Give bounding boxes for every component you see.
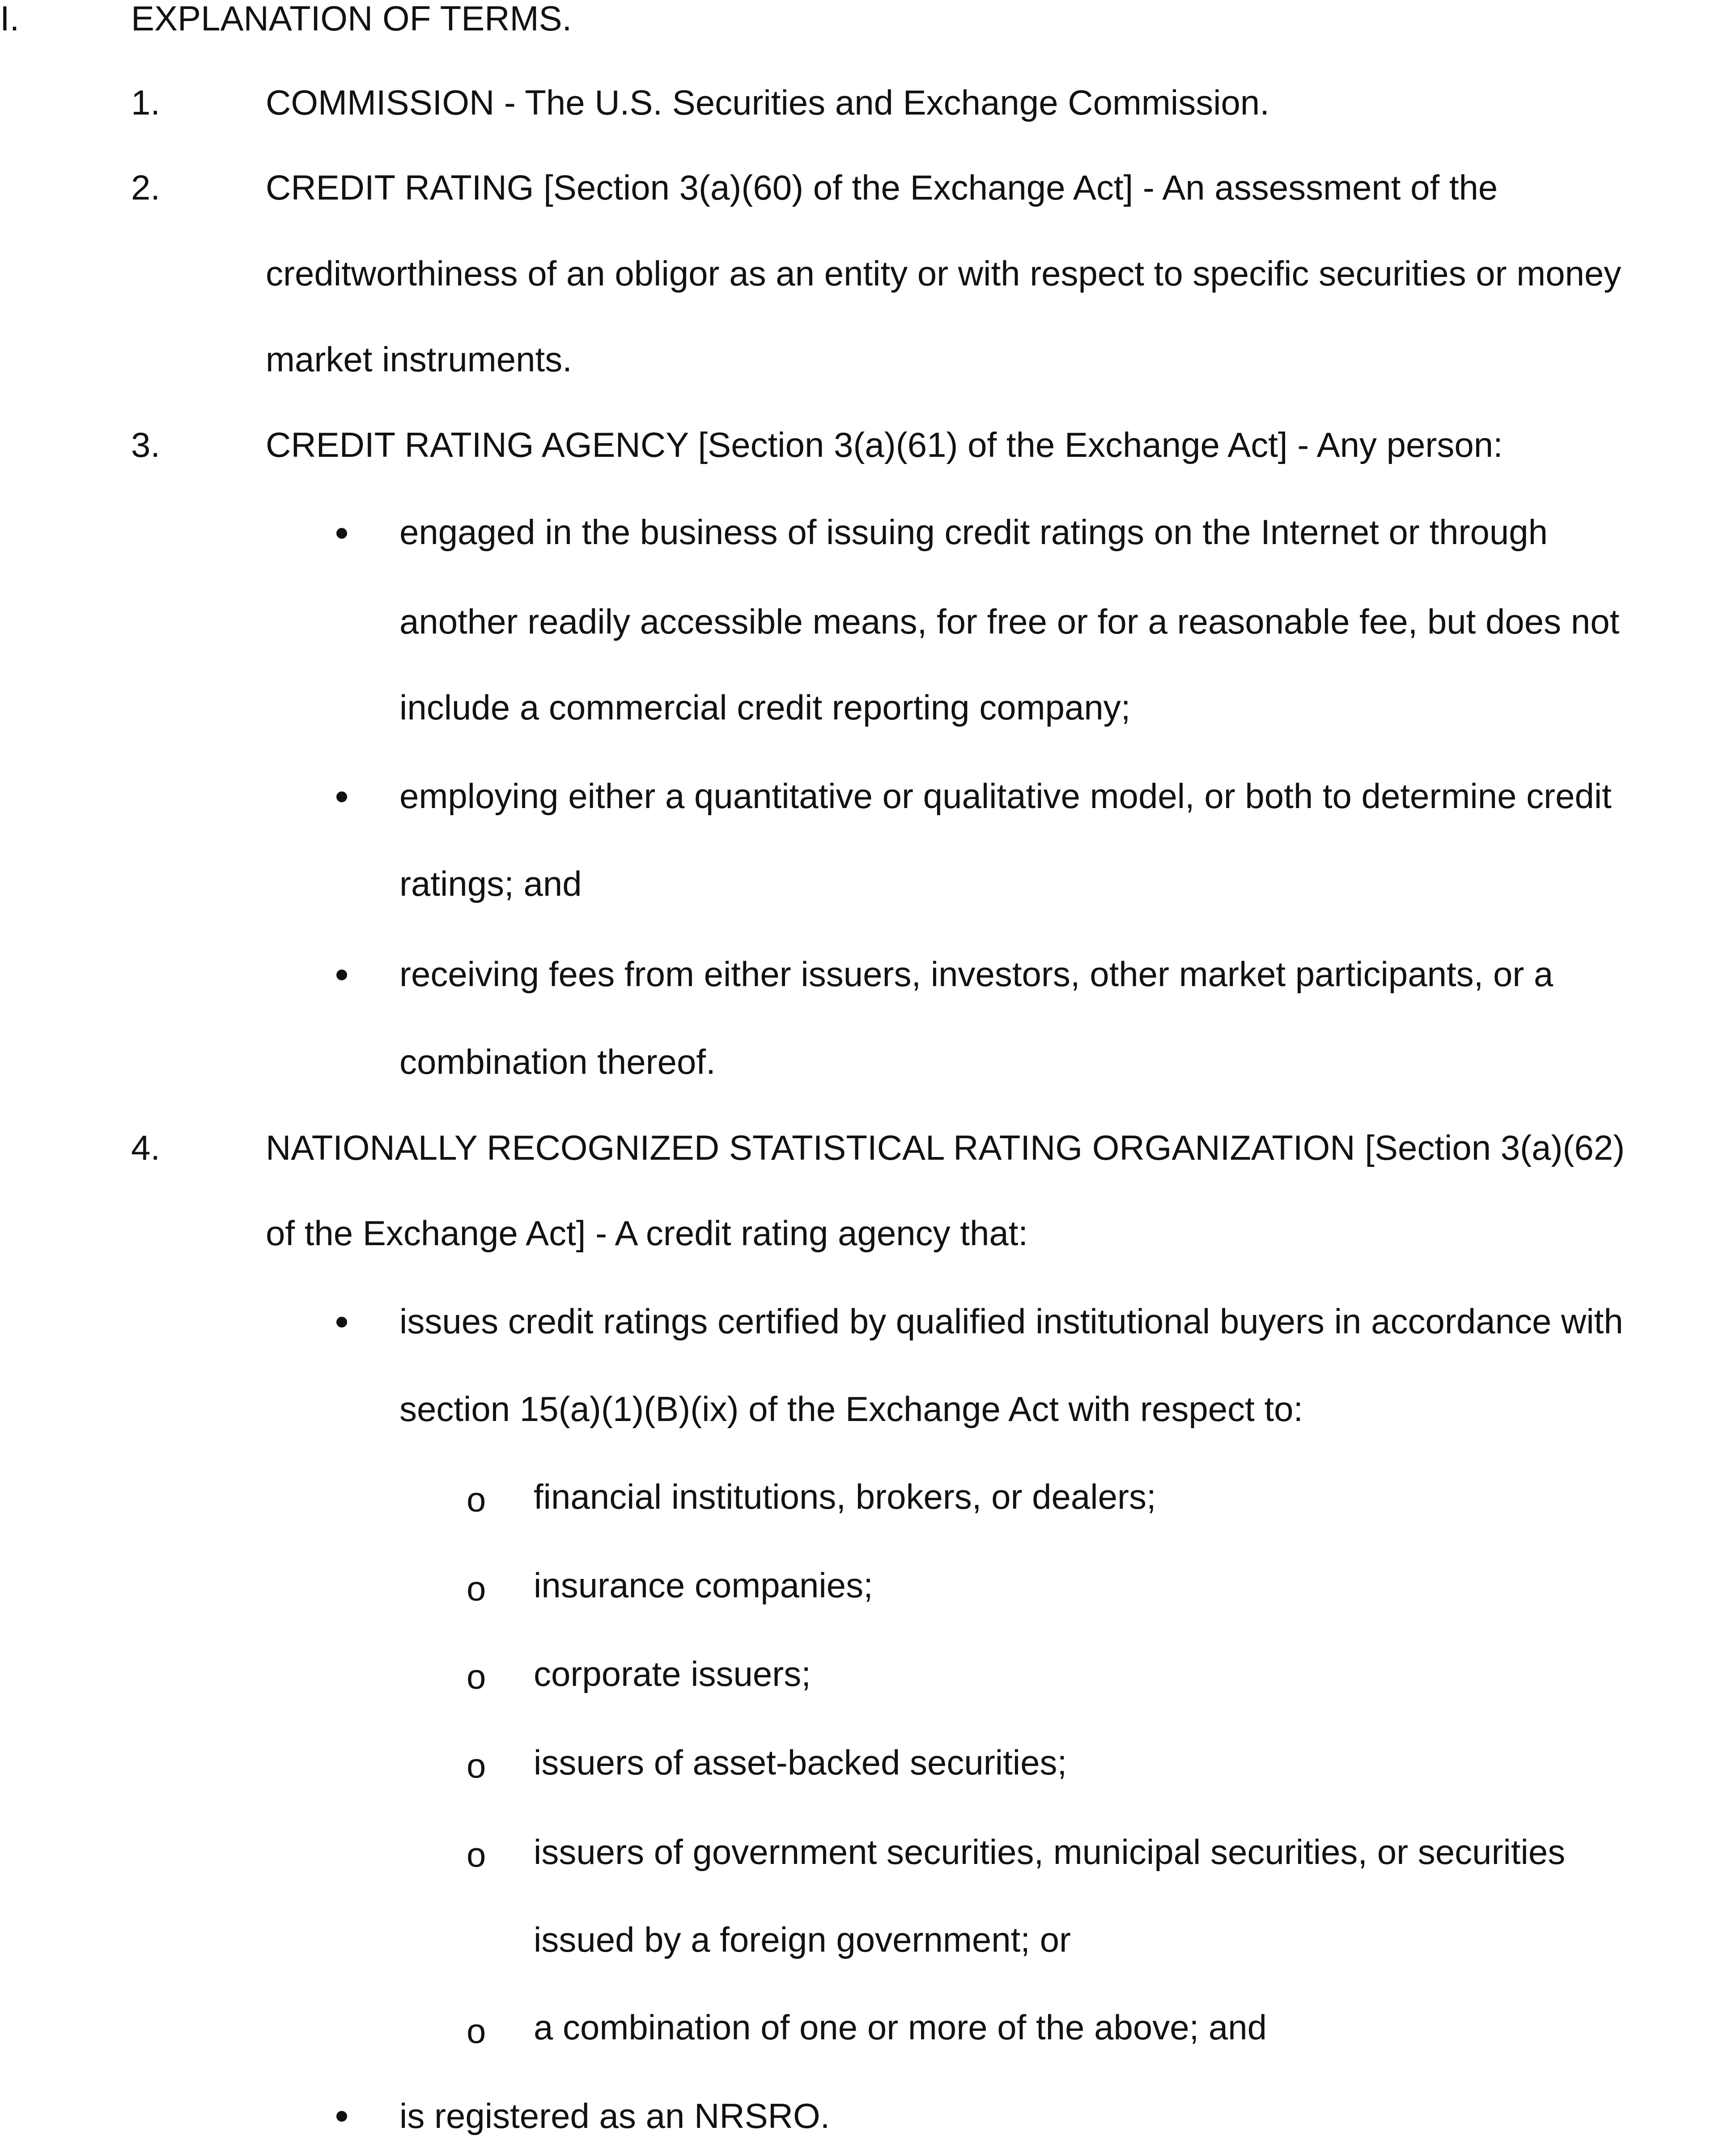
item-number: 2.	[131, 168, 161, 207]
item-number: 1.	[131, 83, 161, 122]
circle-bullet-icon: o	[467, 1569, 486, 1608]
section-title: EXPLANATION OF TERMS.	[131, 0, 572, 38]
circle-bullet-icon: o	[467, 2011, 486, 2051]
item-text-line: market instruments.	[266, 340, 572, 379]
subitem-text-line: issuers of government securities, municipal securities, or securities	[534, 1832, 1566, 1872]
subitem-text-line: insurance companies;	[534, 1566, 873, 1605]
item-text-line: CREDIT RATING [Section 3(a)(60) of the Exchange Act] - An assessment of the	[266, 168, 1498, 207]
bullet-text-line: receiving fees from either issuers, investors, other market participants, or a	[399, 954, 1553, 994]
circle-bullet-icon: o	[467, 1746, 486, 1785]
item-text-line: COMMISSION - The U.S. Securities and Exchange Commission.	[266, 83, 1269, 122]
item-text-line: creditworthiness of an obligor as an entity or with respect to specific securities or money	[266, 254, 1621, 293]
bullet-icon	[336, 970, 347, 980]
item-text-line: of the Exchange Act] - A credit rating agency that:	[266, 1213, 1028, 1253]
item-number: 4.	[131, 1128, 161, 1167]
bullet-text-line: ratings; and	[399, 864, 582, 903]
bullet-text-line: another readily accessible means, for free or for a reasonable fee, but does not	[399, 602, 1620, 641]
item-text-line: NATIONALLY RECOGNIZED STATISTICAL RATING ORGANIZATION [Section 3(a)(62)	[266, 1128, 1625, 1167]
bullet-text-line: issues credit ratings certified by qualified institutional buyers in accordance with	[399, 1302, 1623, 1341]
bullet-icon	[336, 791, 347, 802]
bullet-text-line: combination thereof.	[399, 1042, 716, 1081]
circle-bullet-icon: o	[467, 1657, 486, 1696]
bullet-text-line: employing either a quantitative or qualitative model, or both to determine credit	[399, 776, 1612, 816]
bullet-icon	[336, 1317, 347, 1327]
circle-bullet-icon: o	[467, 1480, 486, 1519]
subitem-text-line: a combination of one or more of the above; and	[534, 2008, 1267, 2047]
item-number: 3.	[131, 425, 161, 464]
bullet-icon	[336, 2111, 347, 2122]
bullet-text-line: include a commercial credit reporting company;	[399, 688, 1131, 727]
subitem-text-line: issuers of asset-backed securities;	[534, 1743, 1067, 1782]
subitem-text-line: issued by a foreign government; or	[534, 1920, 1071, 1959]
bullet-text-line: is registered as an NRSRO.	[399, 2096, 830, 2136]
bullet-text-line: section 15(a)(1)(B)(ix) of the Exchange Act with respect to:	[399, 1389, 1303, 1429]
circle-bullet-icon: o	[467, 1835, 486, 1874]
section-number: I.	[0, 0, 20, 38]
item-text-line: CREDIT RATING AGENCY [Section 3(a)(61) of the Exchange Act] - Any person:	[266, 425, 1503, 464]
subitem-text-line: financial institutions, brokers, or dealers;	[534, 1477, 1156, 1516]
bullet-text-line: engaged in the business of issuing credit ratings on the Internet or through	[399, 512, 1548, 552]
subitem-text-line: corporate issuers;	[534, 1654, 811, 1693]
bullet-icon	[336, 528, 347, 539]
